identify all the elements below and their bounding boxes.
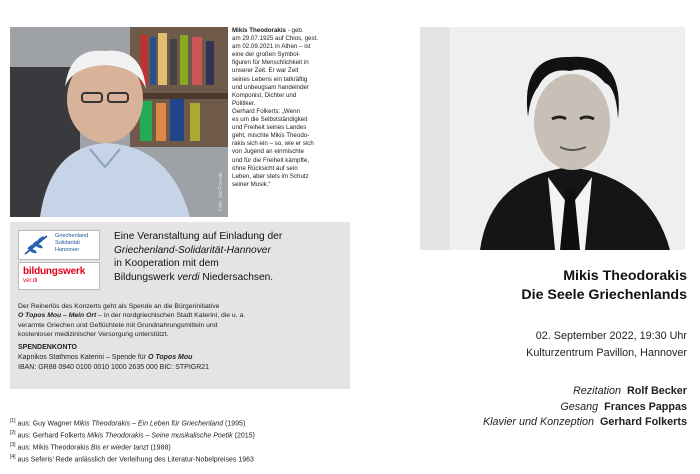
invite-org-name: Griechenland-Solidarität-Hannover xyxy=(114,244,271,256)
invitation-text xyxy=(114,230,346,284)
logo-bw-main: bildungswerk xyxy=(23,266,86,277)
donation-initiative: O Topos Mou – Mein Ort xyxy=(18,312,97,320)
bio-line: seines Lebens ein tatkräftig xyxy=(232,75,308,83)
bio-line: am 29.07.1925 auf Chios, gest. xyxy=(232,35,318,43)
bio-line: von Jugend an einmischte xyxy=(232,148,304,156)
donation-line: kostenloser medizinischer Versorgung unterstützt. xyxy=(18,331,169,339)
bio-line: seiner Musik.“ xyxy=(232,180,271,188)
footnote xyxy=(10,441,390,453)
bio-line: und für die Freiheit kämpfte, xyxy=(232,156,310,164)
footnote-mark: [4] xyxy=(10,454,16,461)
footnote-title: Mikis Theodorakis – Ein Leben für Griechenland xyxy=(73,420,224,428)
footnote-mark: [2] xyxy=(10,430,16,437)
account-line-1 xyxy=(18,353,344,363)
bildungswerk-verdi-logo xyxy=(18,262,100,290)
logo-gs-line: Griechenland xyxy=(55,233,89,239)
donation-line-2-rest: – in der nordgriechischen Stadt Katerini, die u. a. xyxy=(96,312,246,320)
account-purpose: O Topos Mou xyxy=(147,353,193,361)
credit-row xyxy=(400,400,687,416)
footnote xyxy=(10,417,390,429)
bio-line: ohne Rücksicht auf sein xyxy=(232,164,298,172)
footnote-year: (1988) xyxy=(148,444,171,452)
credit-role: Klavier und Konzeption xyxy=(482,416,594,429)
footnote-title: Mikis Theodorakis – Seine musikalische Poetik xyxy=(87,432,233,440)
bank-account xyxy=(18,343,344,372)
performer-credits xyxy=(400,384,687,431)
footnote xyxy=(10,453,390,465)
footnote-year: (2015) xyxy=(232,432,255,440)
event-details xyxy=(420,328,687,362)
logo-bw-sub: ver.di xyxy=(23,278,38,284)
invite-line-3: in Kooperation mit dem xyxy=(114,258,219,270)
footnote-text: aus Seferis' Rede anlässlich der Verleihung des Literatur-Nobelpreises 1963 xyxy=(15,456,254,464)
concert-title xyxy=(420,267,687,305)
credit-row xyxy=(400,415,687,431)
credit-role: Rezitation xyxy=(572,385,621,397)
footnote-mark: [1] xyxy=(10,418,16,424)
footnote-title: Bis er wieder tanzt xyxy=(90,444,149,452)
account-holder: Kapnikos Stathmos Katerini – Spende für xyxy=(18,353,148,361)
credit-name: Gerhard Folkerts xyxy=(599,416,687,429)
footnote-mark: [3] xyxy=(10,442,16,449)
footnote-text: aus: Gerhard Folkerts xyxy=(15,432,88,440)
donation-line xyxy=(18,311,344,320)
bio-line: figuren für Menschlichkeit in xyxy=(232,59,309,67)
footnote xyxy=(10,429,390,441)
bio-line: unserer Zeit. Er war Zeit xyxy=(232,67,299,75)
footnote-text: aus: Mikis Theodorakis xyxy=(15,444,91,452)
event-venue: Kulturzentrum Pavillon, Hannover xyxy=(526,346,687,359)
invite-verdi: verdi xyxy=(177,271,200,283)
bio-line: und Freiheit seines Landes xyxy=(232,124,307,132)
footnote-year: (1995) xyxy=(223,420,246,428)
event-date: 02. September 2022, 19:30 Uhr xyxy=(535,330,687,342)
bio-line: Komponist, Dichter und xyxy=(232,91,297,99)
portrait-photo-right xyxy=(420,27,685,250)
bio-line: am 02.09.2021 in Athen – ist xyxy=(232,43,311,51)
bio-line: rakis sich ein – so, wie er sich xyxy=(232,140,314,148)
donation-text xyxy=(18,302,344,340)
footnotes xyxy=(10,417,390,466)
invite-line-4 xyxy=(114,271,346,285)
title-line-1: Mikis Theodorakis xyxy=(563,268,687,284)
invite-bw: Bildungswerk xyxy=(114,271,178,283)
credit-name: Rolf Becker xyxy=(626,385,687,397)
bio-line: Leben, aber stets im Schutz xyxy=(232,172,309,180)
bio-line: Politiker. xyxy=(232,99,256,107)
portrait-photo-left xyxy=(10,27,228,217)
bio-line: - geb. xyxy=(287,27,304,34)
photo-credit: Foto: Jan Foerste xyxy=(218,171,224,211)
invite-region: Niedersachsen. xyxy=(199,271,274,283)
bio-line: Gerhard Folkerts: „Wenn xyxy=(232,107,300,115)
logo-gs-line: Hannover xyxy=(55,247,80,253)
bio-line: und unbeugsam handelnder xyxy=(232,83,310,91)
organizer-box xyxy=(10,222,350,389)
title-line-2: Die Seele Griechenlands xyxy=(521,287,687,303)
bio-line: es um die Selbstständigkeit xyxy=(232,116,308,124)
bio-name: Mikis Theodorakis xyxy=(232,27,286,34)
footnote-text: aus: Guy Wagner xyxy=(15,420,74,428)
bio-line: geht, mischte Mikis Theodo- xyxy=(232,132,310,140)
credit-name: Frances Pappas xyxy=(604,400,687,413)
donation-line: Der Reinerlös des Konzerts geht als Spende an die Bürgerinitiative xyxy=(18,303,220,310)
donation-line: verarmte Griechen und Geflüchtete mit Grundnahrungsmitteln und xyxy=(18,321,218,329)
credit-row xyxy=(400,384,687,400)
portrait-illustration xyxy=(10,27,228,217)
bio-line: eine der großen Symbol- xyxy=(232,51,301,59)
griechenland-solidaritaet-logo xyxy=(18,230,100,260)
logo-gs-line: Solidarität xyxy=(55,240,80,246)
portrait-bw-illustration xyxy=(420,27,685,250)
olive-branch-icon xyxy=(21,232,51,258)
bio-text xyxy=(232,27,350,189)
credit-role: Gesang xyxy=(560,400,599,413)
account-heading: SPENDENKONTO xyxy=(18,344,77,351)
account-iban: IBAN: GR88 0940 0100 0010 1000 2635 000 BIC: STPIGR21 xyxy=(18,363,210,371)
invite-line-1: Eine Veranstaltung auf Einladung der xyxy=(114,231,283,242)
